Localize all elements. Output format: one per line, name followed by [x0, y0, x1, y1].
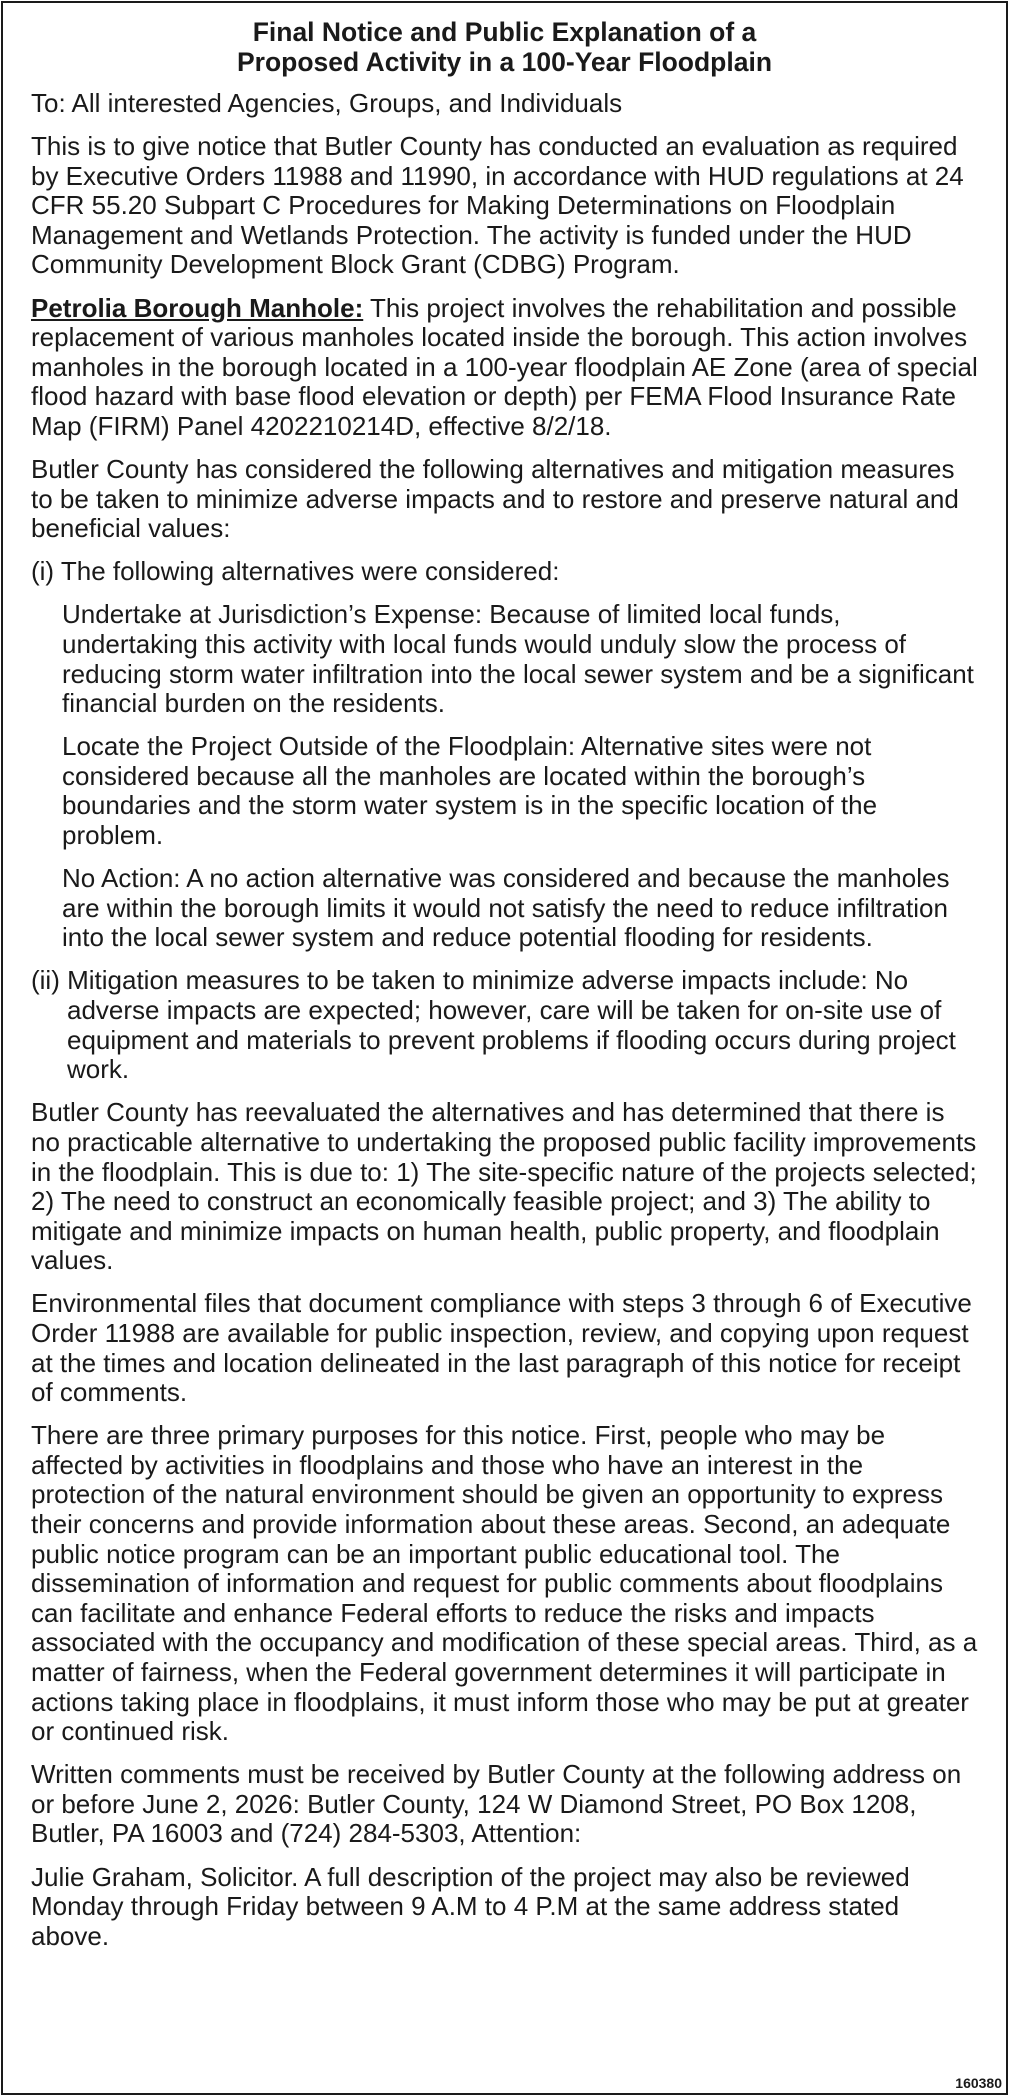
mitigation-paragraph: (ii) Mitigation measures to be taken to minimize adverse impacts include: No adverse impacts are expected; however, care will be taken for on-site use of equipment and materials to prevent problems if flooding occurs during project work.	[31, 965, 956, 1085]
public-notice	[1, 1, 1008, 2095]
environmental-files-paragraph: Environmental files that document compliance with steps 3 through 6 of Executive Order 11988 are available for public inspection, review, and copying upon request at the times and location delineated in the last paragraph of this notice for receipt of comments.	[31, 1288, 972, 1408]
notice-title-line-1: Final Notice and Public Explanation of a	[252, 17, 757, 47]
alternatives-heading: (i) The following alternatives were considered:	[31, 556, 560, 587]
notice-title-line-2: Proposed Activity in a 100-Year Floodplain	[236, 47, 773, 77]
considered-paragraph: Butler County has considered the following alternatives and mitigation measures to be taken to minimize adverse impacts and to restore and preserve natural and beneficial values:	[31, 454, 959, 544]
alternative-no-action: No Action: A no action alternative was considered and because the manholes are within the borough limits it would not satisfy the need to reduce infiltration into the local sewer system and reduce potential flooding for residents.	[62, 863, 950, 953]
contact-paragraph: Julie Graham, Solicitor. A full description of the project may also be reviewed Monday through Friday between 9 A.M to 4 P.M at the same address stated above.	[31, 1861, 910, 1951]
project-description: This project involves the rehabilitation and possible replacement of various manholes located inside the borough. This action involves manholes in the borough located in a 100-year floodplain AE Zone (area of special flood hazard with base flood elevation or depth) per FEMA Flood Insurance Rate Map (FIRM) Panel 4202210214D, effective 8/2/18.	[31, 292, 978, 441]
notice-title	[31, 17, 978, 77]
comments-paragraph: Written comments must be received by Butler County at the following address on or before June 2, 2026: Butler County, 124 W Diamond Street, PO Box 1208, Butler, PA 16003 and (724) 284-5303, Attention:	[31, 1759, 962, 1849]
intro-paragraph: This is to give notice that Butler County has conducted an evaluation as required by Executive Orders 11988 and 11990, in accordance with HUD regulations at 24 CFR 55.20 Subpart C Procedures for Making Determinations on Floodplain Management and Wetlands Protection. The activity is funded under the HUD Community Development Block Grant (CDBG) Program.	[31, 131, 964, 280]
reference-number: 160380	[955, 2075, 1002, 2091]
addressee-line: To: All interested Agencies, Groups, and Individuals	[31, 88, 623, 118]
reevaluation-paragraph: Butler County has reevaluated the alternatives and has determined that there is no practicable alternative to undertaking the proposed public facility improvements in the floodplain. This is due to: 1) The site-specific nature of the projects selected; 2) The need to construct an economically feasible project; and 3) The ability to mitigate and minimize impacts on human health, public property, and floodplain values.	[31, 1097, 977, 1276]
alternative-expense: Undertake at Jurisdiction’s Expense: Because of limited local funds, undertaking this activity with local funds would unduly slow the process of reducing storm water infiltration into the local sewer system and be a significant financial burden on the residents.	[62, 599, 974, 719]
alternative-outside-floodplain: Locate the Project Outside of the Floodplain: Alternative sites were not considered because all the manholes are located within the borough’s boundaries and the storm water system is in the specific location of the problem.	[62, 731, 878, 851]
project-paragraph	[31, 294, 978, 442]
project-name: Petrolia Borough Manhole:	[31, 292, 364, 323]
purposes-paragraph: There are three primary purposes for this notice. First, people who may be affected by activities in floodplains and those who have an interest in the protection of the natural environment should be given an opportunity to express their concerns and provide information about these areas. Second, an adequate public notice program can be an important public educational tool. The dissemination of information and request for public comments about floodplains can facilitate and enhance Federal efforts to reduce the risks and impacts associated with the occupancy and modification of these special areas. Third, as a matter of fairness, when the Federal government determines it will participate in actions taking place in floodplains, it must inform those who may be put at greater or continued risk.	[31, 1420, 978, 1747]
